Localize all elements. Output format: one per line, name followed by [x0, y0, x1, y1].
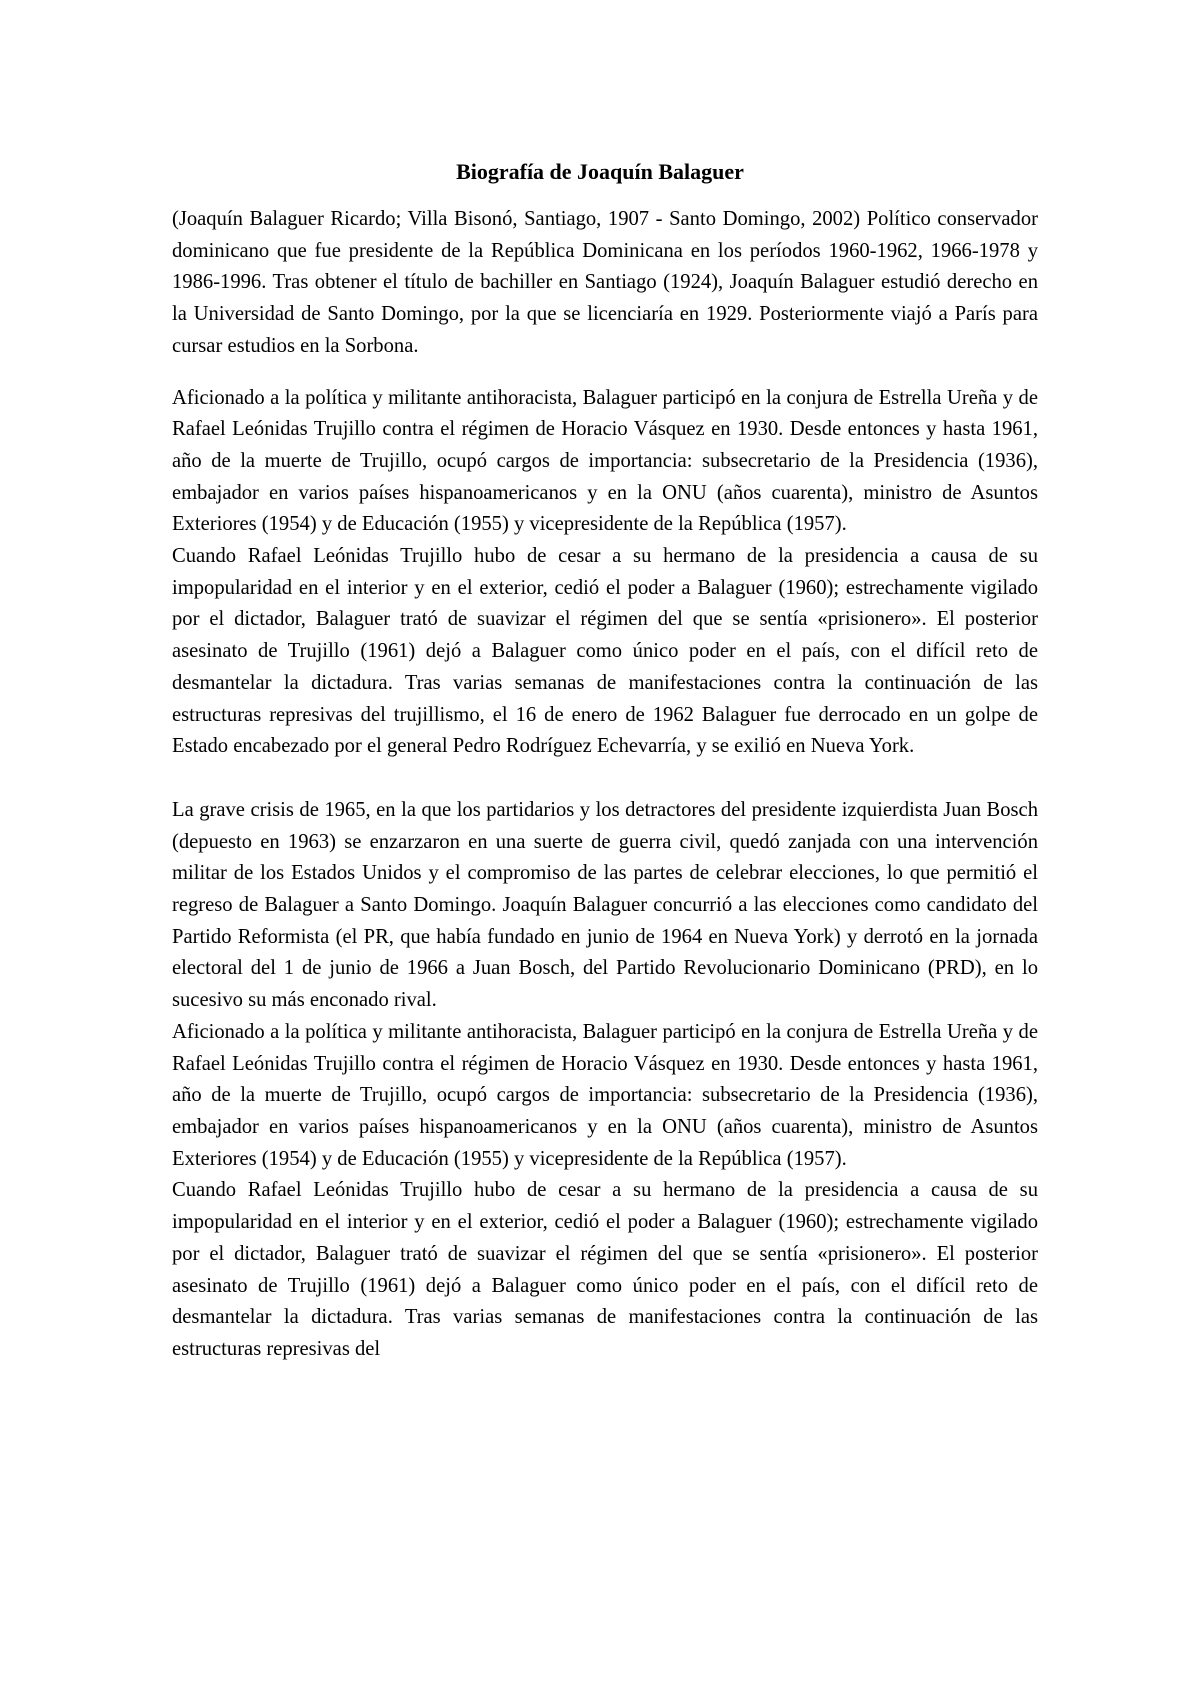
paragraph-politics-repeat: Aficionado a la política y militante antihoracista, Balaguer participó en la conjura de Estrella Ureña y de Rafael Leónidas Trujillo contra el régimen de Horacio Vásquez en 1930. Desde entonces y hasta 1961, año de la muerte de Trujillo, ocupó cargos de importancia: subsecretario de la Presidencia (1936), embajador en varios países hispanoamericanos y en la ONU (años cuarenta), ministro de Asuntos Exteriores (1954) y de Educación (1955) y vicepresidente de la República (1957).	[172, 1020, 1038, 1170]
paragraph-presidency-repeat: Cuando Rafael Leónidas Trujillo hubo de cesar a su hermano de la presidencia a causa de su impopularidad en el interior y en el exterior, cedió el poder a Balaguer (1960); estrechamente vigilado por el dictador, Balaguer trató de suavizar el régimen del que se sentía «prisionero». El posterior asesinato de Trujillo (1961) dejó a Balaguer como único poder en el país, con el difícil reto de desmantelar la dictadura. Tras varias semanas de manifestaciones contra la continuación de las estructuras represivas del	[172, 1179, 1038, 1360]
paragraph-presidency: Cuando Rafael Leónidas Trujillo hubo de cesar a su hermano de la presidencia a causa de su impopularidad en el interior y en el exterior, cedió el poder a Balaguer (1960); estrechamente vigilado por el dictador, Balaguer trató de suavizar el régimen del que se sentía «prisionero». El posterior asesinato de Trujillo (1961) dejó a Balaguer como único poder en el país, con el difícil reto de desmantelar la dictadura. Tras varias semanas de manifestaciones contra la continuación de las estructuras represivas del trujillismo, el 16 de enero de 1962 Balaguer fue derrocado en un golpe de Estado encabezado por el general Pedro Rodríguez Echevarría, y se exilió en Nueva York.	[172, 545, 1038, 758]
paragraph-politics: Aficionado a la política y militante antihoracista, Balaguer participó en la conjura de Estrella Ureña y de Rafael Leónidas Trujillo contra el régimen de Horacio Vásquez en 1930. Desde entonces y hasta 1961, año de la muerte de Trujillo, ocupó cargos de importancia: subsecretario de la Presidencia (1936), embajador en varios países hispanoamericanos y en la ONU (años cuarenta), ministro de Asuntos Exteriores (1954) y de Educación (1955) y vicepresidente de la República (1957).	[172, 386, 1038, 536]
paragraph-crisis: La grave crisis de 1965, en la que los partidarios y los detractores del presidente izquierdista Juan Bosch (depuesto en 1963) se enzarzaron en una suerte de guerra civil, quedó zanjada con una intervención militar de los Estados Unidos y el compromiso de las partes de celebrar elecciones, lo que permitió el regreso de Balaguer a Santo Domingo. Joaquín Balaguer concurrió a las elecciones como candidato del Partido Reformista (el PR, que había fundado en junio de 1964 en Nueva York) y derrotó en la jornada electoral del 1 de junio de 1966 a Juan Bosch, del Partido Revolucionario Dominicano (PRD), en lo sucesivo su más enconado rival.	[172, 798, 1038, 1012]
document-body	[172, 204, 1038, 1366]
paragraph-intro: (Joaquín Balaguer Ricardo; Villa Bisonó, Santiago, 1907 - Santo Domingo, 2002) Político conservador dominicano que fue presidente de la República Dominicana en los períodos 1960-1962, 1966-1978 y 1986-1996. Tras obtener el título de bachiller en Santiago (1924), Joaquín Balaguer estudió derecho en la Universidad de Santo Domingo, por la que se licenciaría en 1929. Posteriormente viajó a París para cursar estudios en la Sorbona.	[172, 208, 1038, 357]
document-title: Biografía de Joaquín Balaguer	[456, 158, 744, 184]
